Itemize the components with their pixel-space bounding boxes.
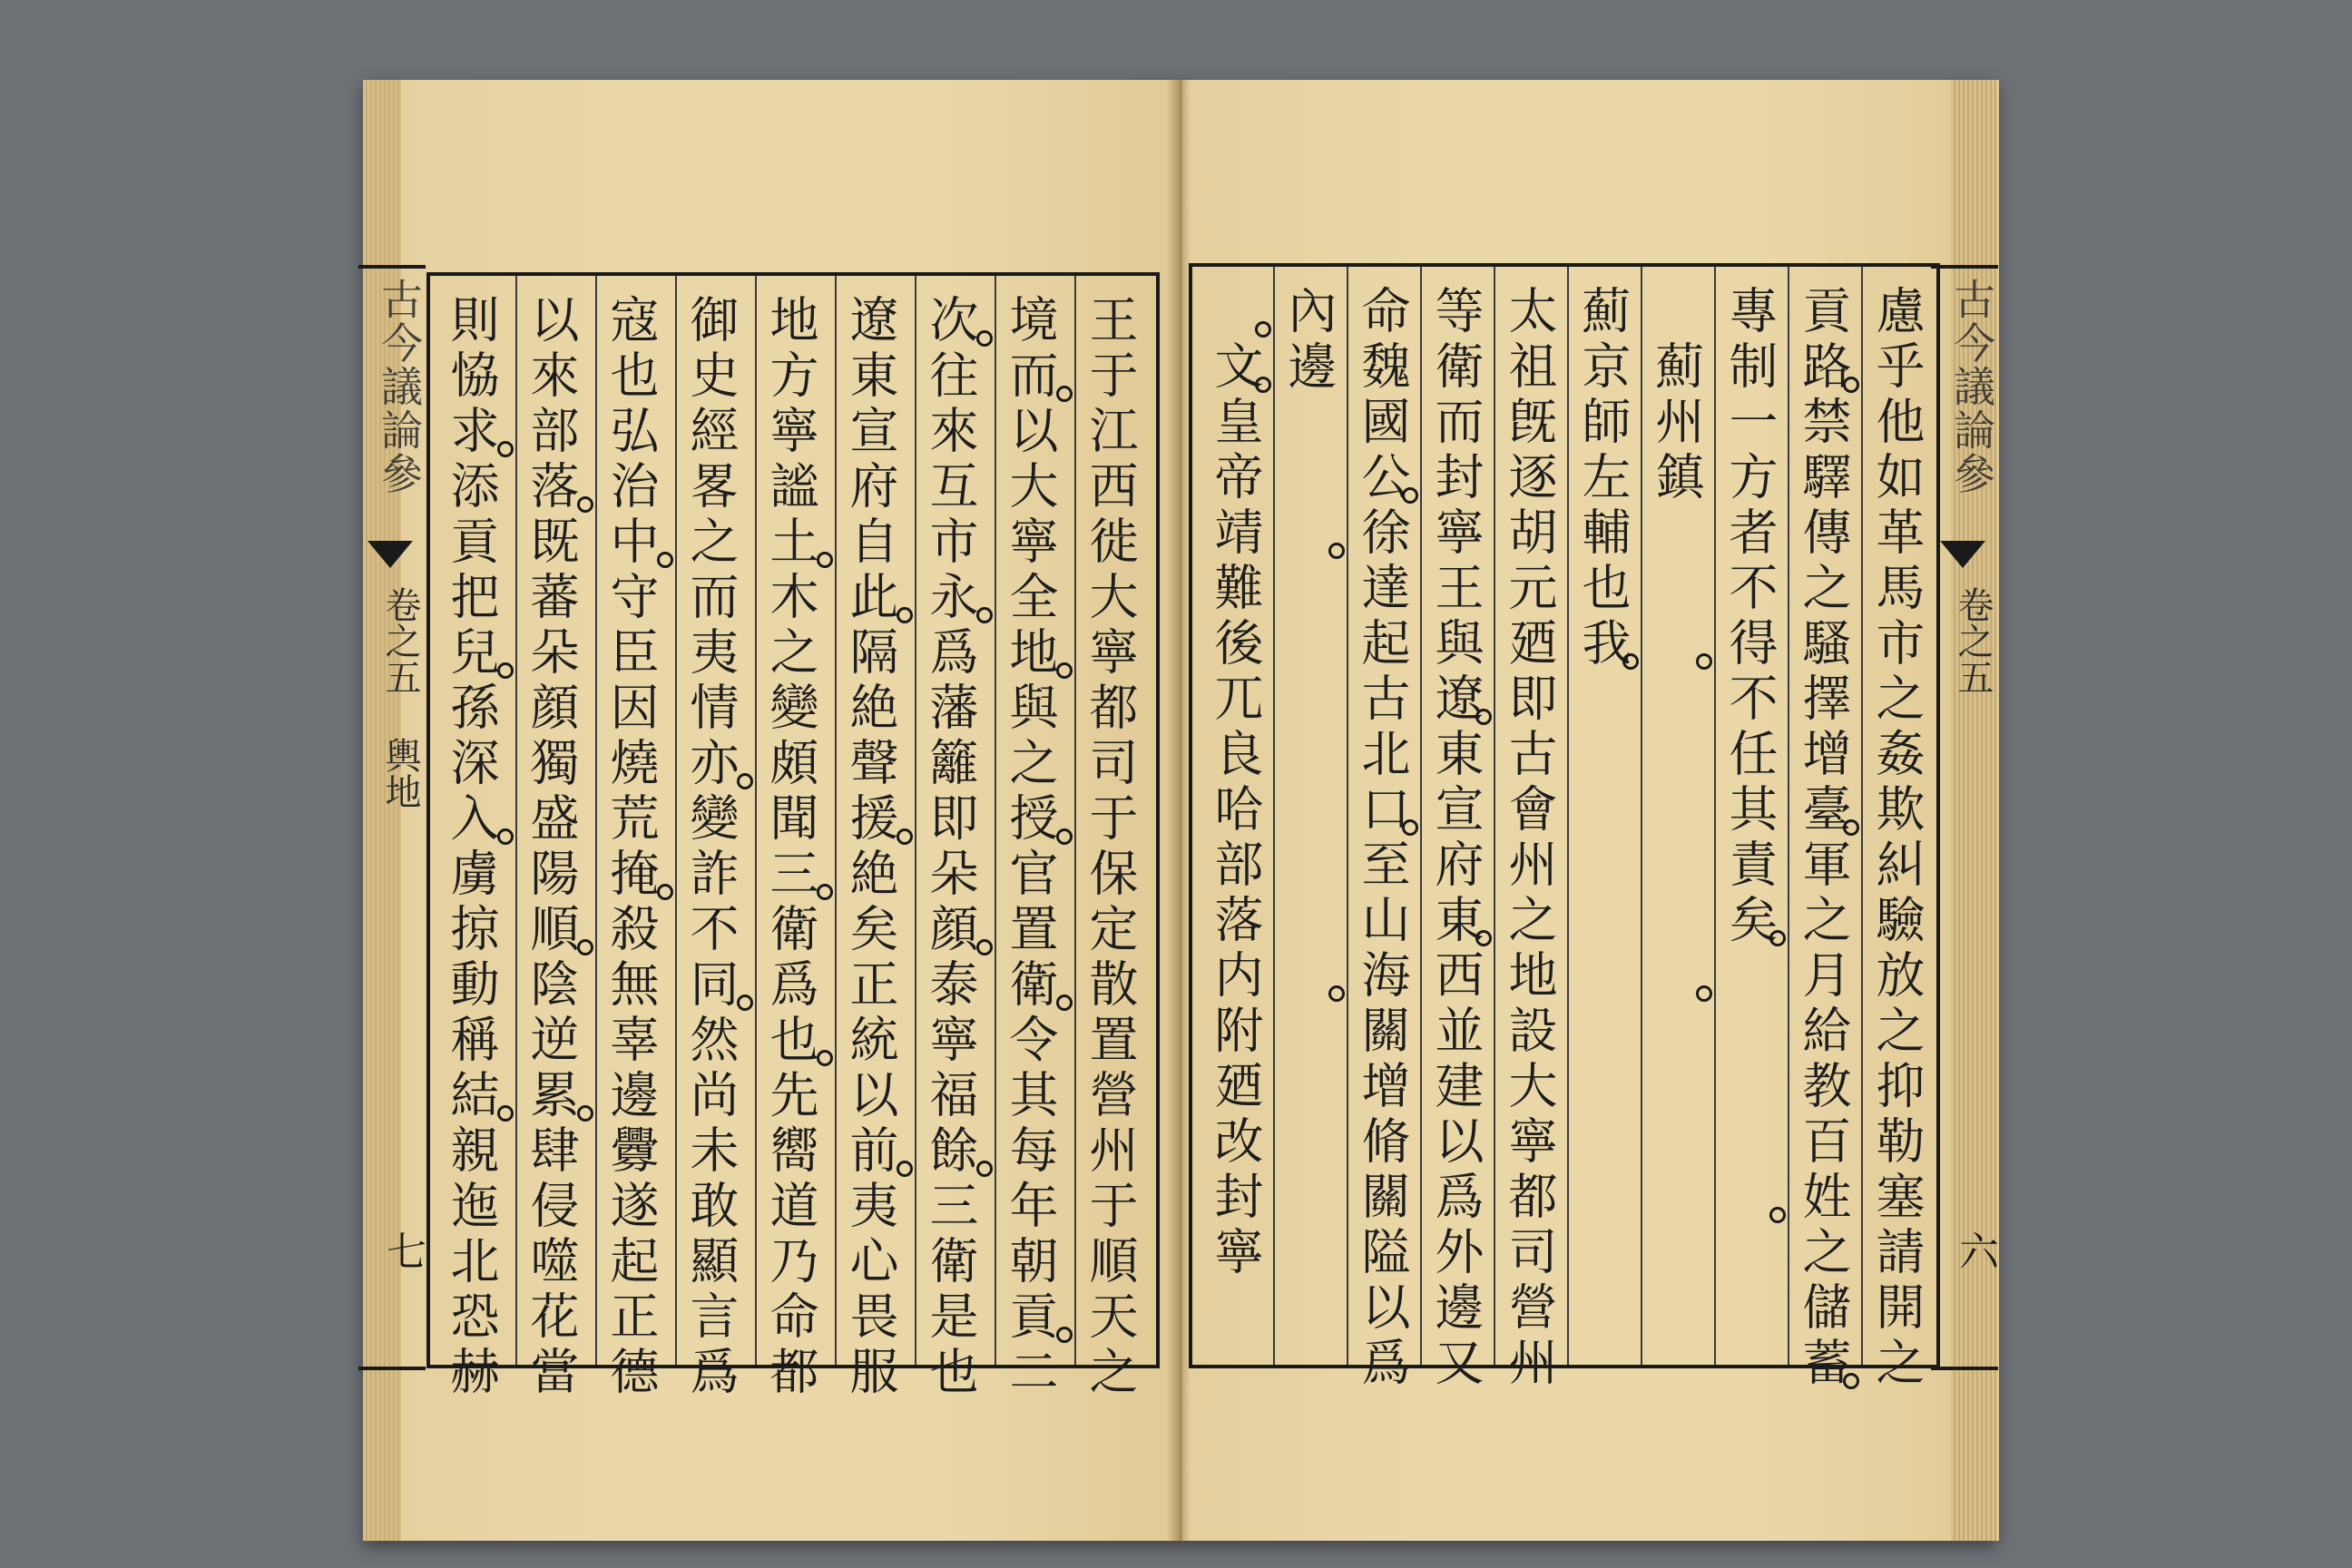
text-column: 文皇帝靖難後兀良哈部落内附廼改封寧 (1207, 285, 1264, 1281)
punctuation-circle-icon (1056, 828, 1073, 845)
punctuation-circle-icon (1056, 1327, 1073, 1343)
punctuation-circle-icon (737, 995, 753, 1011)
text-column: 薊京師左輔也我 (1574, 285, 1632, 672)
punctuation-circle-icon (817, 884, 833, 900)
punctuation-circle-icon (817, 1050, 833, 1066)
text-column: 則恊求添貢把兒孫深入虜掠動稱結親迤北恐赫 (443, 294, 500, 1401)
punctuation-circle-icon (1056, 662, 1073, 679)
text-column: 地方寧謐土木之變頗聞三衛爲也先嚮道乃命都 (762, 294, 819, 1401)
punctuation-circle-icon (497, 441, 514, 457)
show-through-ink (1289, 299, 1851, 1298)
text-column: 慮乎他如革馬市之姦欺糾驗放之抑勒塞請開之 (1868, 285, 1926, 1392)
punctuation-circle-icon (976, 939, 993, 956)
punctuation-circle-icon (1056, 386, 1073, 402)
punctuation-circle-icon (976, 330, 993, 347)
page-number: 六 (1952, 1230, 1998, 1270)
punctuation-circle-icon (1255, 377, 1271, 393)
column-rule (915, 276, 916, 1365)
book-gutter (1167, 80, 1191, 1541)
fold-margin-title: 古今議論參 (1947, 278, 1996, 495)
punctuation-circle-icon (577, 496, 593, 513)
column-rule (675, 276, 677, 1365)
fold-margin-chapter: 卷之五 輿地 (379, 586, 421, 809)
punctuation-circle-icon (497, 662, 514, 679)
text-column: 遼東宣府自此隔絶聲援絶矣正統以前夷心畏服 (842, 294, 899, 1401)
column-rule (835, 276, 837, 1365)
punctuation-circle-icon (497, 1105, 514, 1122)
punctuation-circle-icon (657, 552, 673, 568)
text-column: 命魏國公徐達起古北口至山海關增脩關隘以爲 (1354, 285, 1411, 1392)
column-rule (755, 276, 757, 1365)
text-column: 寇也弘治中守臣因燒荒掩殺無辜邊釁遂起正德 (603, 294, 660, 1401)
punctuation-circle-icon (737, 773, 753, 789)
page-number: 七 (379, 1230, 426, 1270)
text-column: 御史經畧之而夷情亦變詐不同然尚未敢顯言爲 (682, 294, 740, 1401)
text-column: 貢路禁驛傳之騷擇增臺軍之月給教百姓之儲蓄 (1795, 285, 1852, 1392)
punctuation-circle-icon (577, 1105, 593, 1122)
right-fold-margin (1931, 265, 1998, 1370)
text-column: 等衛而封寧王與遼東宣府東西並建以爲外邊又 (1427, 285, 1485, 1392)
text-column: 專制一方者不得不任其責矣 (1721, 285, 1779, 949)
text-column: 王于江西徙大寧都司于保定散置營州于順天之 (1082, 294, 1139, 1401)
text-column: 境而以大寧全地與之授官置衛令其每年朝貢二 (1002, 294, 1059, 1401)
fishtail-mark-icon (1940, 541, 1985, 568)
fold-margin-chapter: 卷之五 (1952, 586, 1994, 695)
punctuation-circle-icon (1056, 995, 1073, 1011)
punctuation-circle-icon (897, 1161, 913, 1177)
punctuation-circle-icon (1255, 321, 1271, 338)
punctuation-circle-icon (976, 607, 993, 623)
punctuation-circle-icon (817, 552, 833, 568)
left-fold-margin (358, 265, 426, 1370)
punctuation-circle-icon (1843, 1373, 1859, 1389)
fishtail-mark-icon (368, 541, 413, 568)
punctuation-circle-icon (897, 828, 913, 845)
column-rule (995, 276, 996, 1365)
text-column: 太祖旣逐胡元廼即古會州之地設大寧都司營州 (1501, 285, 1558, 1392)
column-rule (1273, 267, 1275, 1365)
column-rule (1861, 267, 1863, 1365)
column-rule (1074, 276, 1076, 1365)
punctuation-circle-icon (577, 939, 593, 956)
text-column: 薊州鎮 (1648, 285, 1705, 506)
fold-margin-title: 古今議論參 (375, 278, 424, 495)
column-rule (515, 276, 517, 1365)
text-column: 以來部落既蕃朵顔獨盛陽順陰逆累肆侵噬花當 (523, 294, 580, 1401)
punctuation-circle-icon (897, 607, 913, 623)
column-rule (595, 276, 597, 1365)
punctuation-circle-icon (976, 1161, 993, 1177)
text-column: 內邊 (1280, 285, 1338, 396)
punctuation-circle-icon (657, 884, 673, 900)
punctuation-circle-icon (497, 828, 514, 845)
left-text-frame (426, 272, 1160, 1401)
text-column: 次往來互市永爲藩籬即朵顔泰寧福餘三衛是也 (922, 294, 979, 1401)
